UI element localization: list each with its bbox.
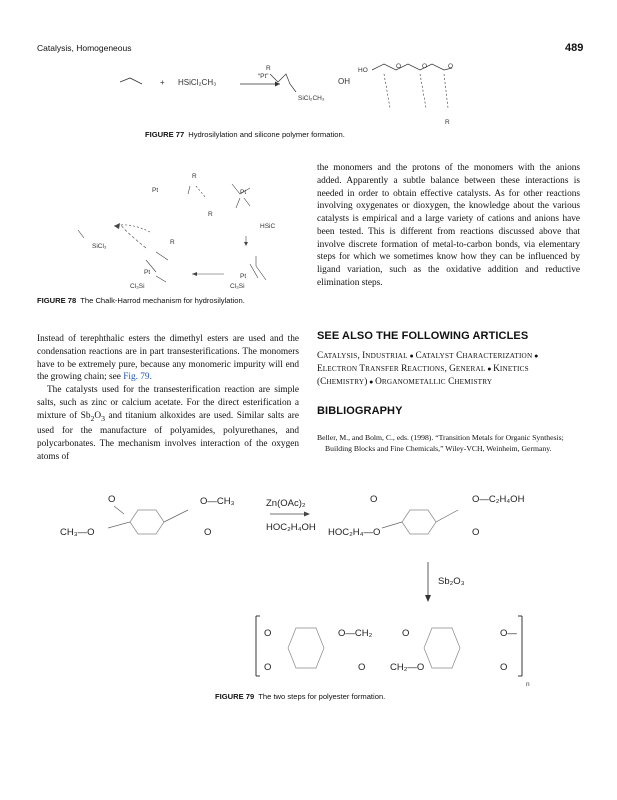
see-also-heading: SEE ALSO THE FOLLOWING ARTICLES <box>317 330 529 342</box>
see-also-article-link[interactable]: CATALYST CHARACTERIZATION <box>415 351 533 361</box>
svg-text:O: O <box>500 662 508 673</box>
right-column-paragraph: the monomers and the protons of the monomers with the anions added. Apparently a subtle balance between these interactions is needed in order to obtain effective catalysts. As for other reactions involving oxygenates or dioxygen, the knowledge about the various catalysts is empirical and a large variety of cations and anions have been tested. This is different from reactions discussed above that involve discrete formation of metal-to-carbon bonds, via elementary steps for which we sometimes know how they can be influenced by ligand variation, such as the oxidative addition and reductive elimination steps. <box>317 163 580 288</box>
paragraph-transesterification: Instead of terephthalic esters the dimethyl esters are used and the condensation reactions are in part transesterifications. The monomers have to be extremely pure, because any monomeric impurity will end the growing chain; see Fig. 79. <box>37 334 299 383</box>
svg-text:CH₂—O: CH₂—O <box>390 662 425 673</box>
figure-79-link[interactable]: Fig. 79. <box>123 372 152 383</box>
svg-text:R: R <box>170 239 175 246</box>
figure-79-scheme <box>60 488 580 688</box>
pt-label-right: Pt <box>240 189 247 196</box>
svg-text:Pt: Pt <box>144 269 151 276</box>
bullet-separator: ● <box>407 352 416 360</box>
svg-text:O: O <box>264 628 272 639</box>
cl3si-label-left: Cl₃Si <box>130 283 145 290</box>
page-number: 489 <box>565 42 584 54</box>
svg-text:O: O <box>370 494 378 505</box>
polymer-end-label: HO <box>358 67 368 74</box>
plus-sign: + <box>160 78 165 87</box>
repeat-unit-n: n <box>526 681 530 688</box>
cl3si-label-right: Cl₃Si <box>230 283 245 290</box>
svg-text:Pt: Pt <box>240 273 247 280</box>
svg-text:R: R <box>445 119 450 126</box>
sicl3-label: SiCl₃ <box>92 243 107 250</box>
pt-label-top: Pt <box>152 187 159 194</box>
see-also-article-link[interactable]: CATALYSIS, INDUSTRIAL <box>317 351 408 361</box>
figure-78-caption: FIGURE 78 The Chalk-Harrod mechanism for hydrosilylation. <box>37 296 245 305</box>
silane-reagent: HSiCl₂CH₃ <box>178 78 217 87</box>
see-also-article-link[interactable]: ORGANOMETALLIC CHEMISTRY <box>375 377 493 387</box>
svg-text:O: O <box>264 662 272 673</box>
running-title: Catalysis, Homogeneous <box>37 43 132 53</box>
svg-text:O—CH₂: O—CH₂ <box>338 628 373 639</box>
left-column-text <box>37 333 299 463</box>
svg-text:O: O <box>402 628 410 639</box>
figure-77-caption: FIGURE 77 Hydrosilylation and silicone polymer formation. <box>145 130 345 139</box>
see-also-article-link[interactable]: KINETICS (CHEMISTRY) <box>317 364 529 387</box>
paragraph-catalysts: The catalysts used for the transesterification reaction are simple salts, such as zinc or calcium acetate. For the direct esterification a mixture of $Sb_2O_3$ and titanium alkoxides are used. Similar salts are used for the manufacture of polyamides, polyurethanes, and polycarbonates. The mechanism involves interaction of the oxygen atoms of <box>37 385 299 462</box>
ethylene-glycol-label: HOC₂H₄OH <box>266 522 316 533</box>
svg-text:O—C₂H₄OH: O—C₂H₄OH <box>472 494 525 505</box>
svg-text:R: R <box>192 173 197 180</box>
zinc-acetate-label: Zn(OAc)₂ <box>266 498 306 509</box>
antimony-oxide-label: Sb₂O₃ <box>438 576 465 587</box>
svg-text:HOC₂H₄—O: HOC₂H₄—O <box>328 527 381 538</box>
bullet-separator: ● <box>367 378 376 386</box>
svg-text:O: O <box>396 63 402 70</box>
svg-text:O: O <box>358 662 366 673</box>
svg-text:O—CH₃: O—CH₃ <box>200 496 235 507</box>
pt-catalyst-label: “Pt” <box>258 73 269 80</box>
see-also-list <box>317 350 580 389</box>
svg-text:O: O <box>204 527 212 538</box>
figure-78-cycle <box>60 160 300 292</box>
hydroxide-label: OH <box>338 77 350 86</box>
bibliography-heading: BIBLIOGRAPHY <box>317 405 403 417</box>
svg-text:O: O <box>448 63 454 70</box>
r-group-label: R <box>266 65 271 72</box>
bullet-separator: ● <box>532 352 539 360</box>
svg-text:O: O <box>422 63 428 70</box>
svg-text:O: O <box>472 527 480 538</box>
figure-77-scheme <box>100 56 500 126</box>
bullet-separator: ● <box>485 365 494 373</box>
svg-text:CH₃—O: CH₃—O <box>60 527 95 538</box>
bibliography-entry: Beller, M., and Bolm, C., eds. (1998). “Transition Metals for Organic Synthesis; Building Blocks and Fine Chemicals,” Wiley-VCH, Weinheim, Germany. <box>317 433 564 453</box>
svg-text:O—: O— <box>500 628 517 639</box>
silyl-group-label: SiCl₂CH₃ <box>298 95 325 102</box>
svg-text:O: O <box>108 494 116 505</box>
figure-79-caption: FIGURE 79 The two steps for polyester formation. <box>215 692 386 701</box>
hsic-label: HSiC <box>260 223 276 230</box>
see-also-article-link[interactable]: ELECTRON TRANSFER REACTIONS, GENERAL <box>317 364 486 374</box>
svg-text:R: R <box>208 211 213 218</box>
